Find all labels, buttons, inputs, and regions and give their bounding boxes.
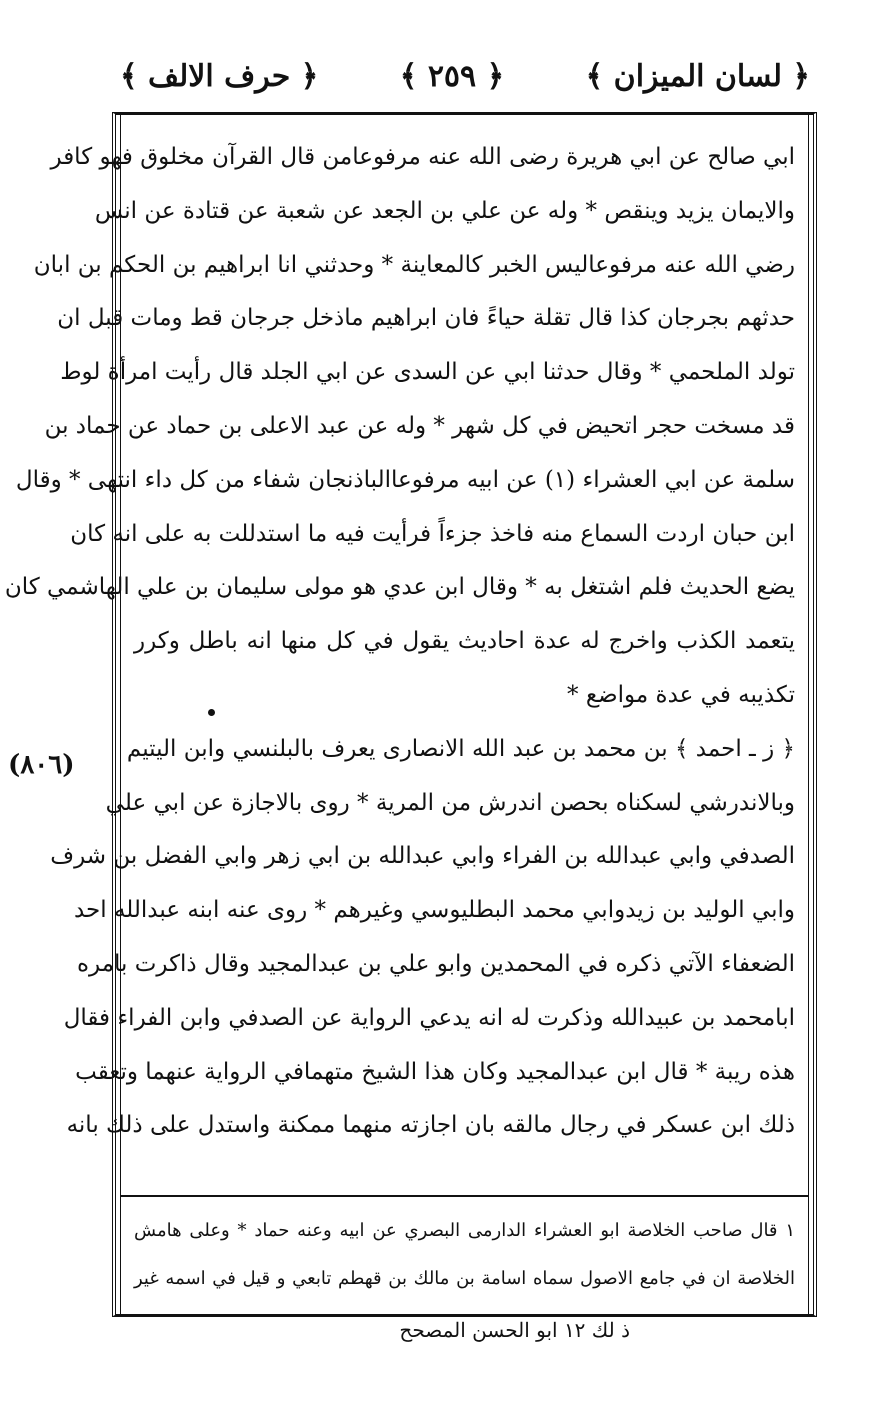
text-line: تولد الملحمي * وقال حدثنا ابي عن السدى عن ابي الجلد قال رأيت امرأة لوط [60,359,795,386]
text-line: يضع الحديث فلم اشتغل به * وقال ابن عدي هو مولى سليمان بن علي الهاشمي كان [4,574,795,601]
text-line: يتعمد الكذب واخرج له عدة احاديث يقول في كل منها انه باطل وكرر [134,628,795,655]
footnote-continuation: ذ لك ١٢ ابو الحسن المصحح [399,1318,630,1342]
ink-dot [208,709,215,716]
entry-number: (٨٠٦) [8,750,75,780]
entry-heading-line: ﴿ ز ـ احمد ﴾ بن محمد بن عبد الله الانصارى يعرف بالبلنسي وابن اليتيم [126,735,795,762]
page-number: ﴿ ٢٥٩ ﴾ [399,58,505,94]
text-line: هذه ريبة * قال ابن عبدالمجيد وكان هذا الشيخ متهمافي الرواية عنهما وتعقب [75,1058,795,1085]
footnote-line: الخلاصة ان في جامع الاصول سماه اسامة بن مالك بن قهطم تابعي و قيل في اسمه غير [134,1268,795,1289]
text-line: ابن حبان اردت السماع منه فاخذ جزءاً فرأيت فيه ما استدللت به على انه كان [70,520,795,547]
text-line: وابي الوليد بن زيدوابي محمد البطليوسي وغيرهم * روى عنه ابنه عبدالله احد [73,897,795,924]
book-title: ﴿ لسان الميزان ﴾ [585,58,810,94]
footnotes [134,1207,795,1303]
text-line: ابامحمد بن عبيدالله وذكرت له انه يدعي الرواية عن الصدفي وابن الفراء فقال [63,1004,795,1031]
text-line: قد مسخت حجر اتحيض في كل شهر * وله عن عبد الاعلى بن حماد عن حماد بن [44,412,795,439]
text-line: رضي الله عنه مرفوعاليس الخبر كالمعاينة * وحدثني انا ابراهيم بن الحكم بن ابان [33,251,795,278]
text-line: وبالاندرشي لسكناه بحصن اندرش من المرية * روى بالاجازة عن ابي علي [105,789,795,816]
footnote-separator [120,1195,809,1197]
footnote-line: ١ قال صاحب الخلاصة ابو العشراء الدارمى البصري عن ابيه وعنه حماد * وعلى هامش [134,1220,795,1241]
running-header [120,50,810,102]
text-line: الضعفاء الآتي ذكره في المحمدين وابو علي بن عبدالمجيد وقال ذاكرت بامره [76,950,795,977]
text-line: ذلك ابن عسكر في رجال مالقه بان اجازته منهما ممكنة واستدل على ذلك بانه [66,1112,795,1139]
text-line: حدثهم بجرجان كذا قال تقلة حياءً فان ابراهيم ماذخل جرجان قط ومات قبل ان [57,305,795,332]
text-line: الصدفي وابي عبدالله بن الفراء وابي عبدالله بن ابي زهر وابي الفضل بن شرف [50,843,795,870]
text-line: سلمة عن ابي العشراء (١) عن ابيه مرفوعاالباذنجان شفاء من كل داء انتهى * وقال [15,466,795,493]
text-line-short: تكذيبه في عدة مواضع * [567,681,795,708]
text-line: والايمان يزيد وينقص * وله عن علي بن الجعد عن شعبة عن قتادة عن انس [94,197,795,224]
text-line: ابي صالح عن ابي هريرة رضى الله عنه مرفوعامن قال القرآن مخلوق فهو كافر [50,144,795,170]
section-title: ﴿ حرف الالف ﴾ [120,58,319,94]
